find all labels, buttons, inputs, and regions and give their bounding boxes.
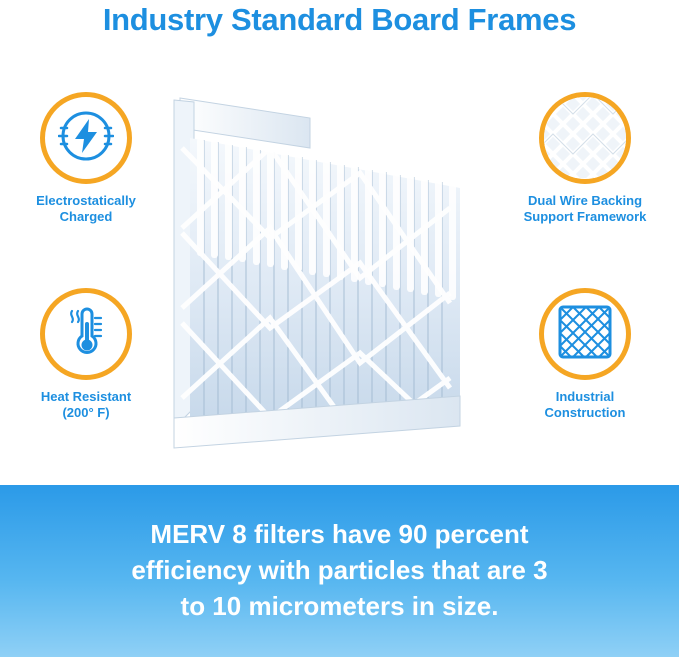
- feature-caption-line1: Dual Wire Backing: [527, 193, 643, 208]
- feature-caption: [505, 389, 665, 422]
- feature-caption-line1: Heat Resistant: [40, 389, 132, 404]
- feature-caption: [6, 193, 166, 226]
- feature-dual-wire-backing: [505, 92, 665, 226]
- badge-circle: [40, 288, 132, 380]
- lightning-bolt-icon: [58, 108, 114, 169]
- badge-circle: [539, 92, 631, 184]
- badge-circle: [539, 288, 631, 380]
- banner-line-2: efficiency with particles that are 3: [131, 555, 548, 586]
- feature-caption-line1: Industrial: [555, 389, 615, 404]
- bottom-banner: [0, 485, 679, 657]
- banner-line-1: MERV 8 filters have 90 percent: [150, 519, 529, 550]
- feature-caption-line2: Support Framework: [523, 209, 647, 225]
- feature-caption: [6, 389, 166, 422]
- mesh-square-icon: [556, 303, 614, 366]
- banner-line-3: to 10 micrometers in size.: [180, 590, 499, 621]
- feature-caption-line1: Electrostatically: [36, 193, 136, 208]
- feature-industrial-construction: [505, 288, 665, 422]
- thermometer-icon: [58, 304, 114, 365]
- feature-caption-line2: (200° F): [62, 405, 110, 421]
- banner-text: [131, 517, 547, 625]
- filter-graphic: [160, 78, 510, 468]
- feature-caption-line2: Charged: [59, 209, 113, 225]
- badge-circle: [40, 92, 132, 184]
- feature-heat-resistant: [6, 288, 166, 422]
- feature-caption-line2: Construction: [544, 405, 626, 421]
- feature-caption: [505, 193, 665, 226]
- wire-mesh-photo-icon: [543, 94, 627, 183]
- product-illustration: [160, 78, 510, 468]
- page-title: Industry Standard Board Frames: [102, 2, 577, 37]
- feature-electrostatically-charged: [6, 92, 166, 226]
